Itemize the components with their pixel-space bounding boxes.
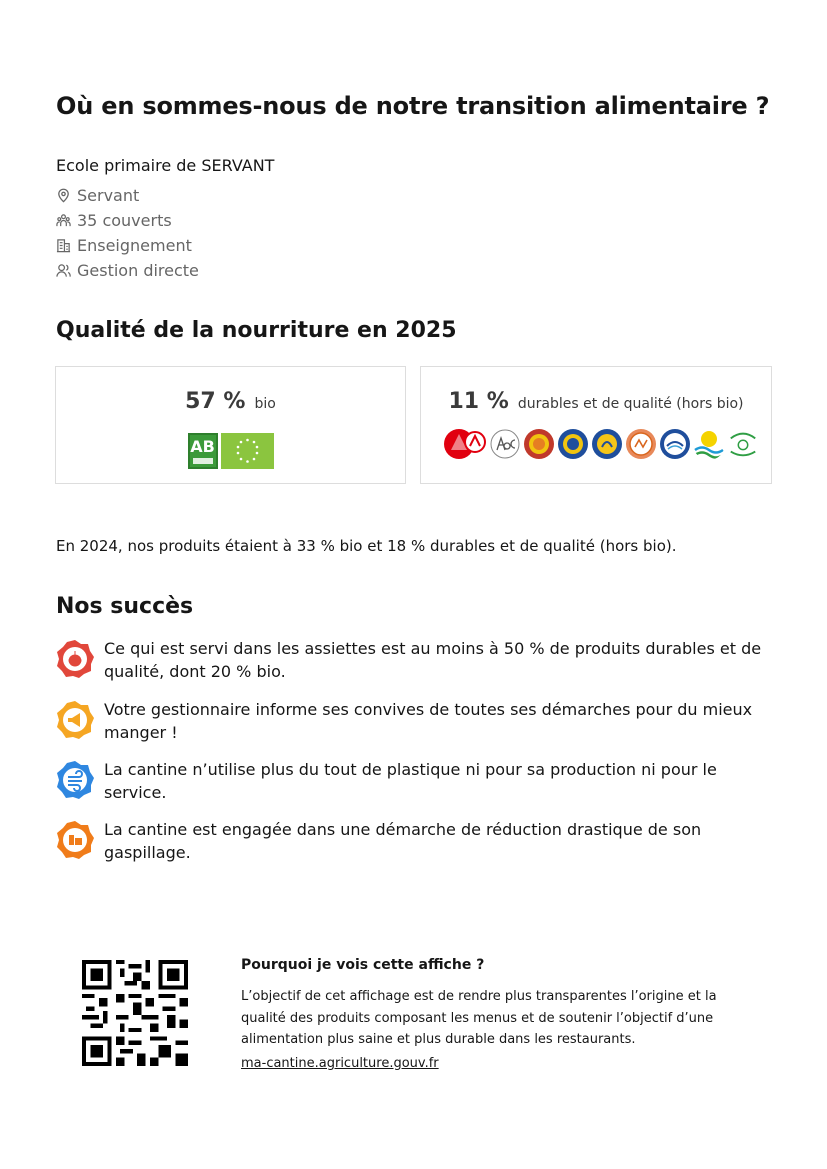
success-text: Ce qui est servi dans les assiettes est au moins à 50 % de produits durables et de qualité, dont 20 % bio. — [104, 639, 762, 681]
success-item — [55, 758, 775, 804]
meta-management — [56, 258, 199, 283]
users-icon — [56, 263, 71, 278]
canteen-name: Ecole primaire de SERVANT — [56, 156, 275, 175]
qr-code[interactable] — [82, 960, 188, 1066]
meta-covers-text: 35 couverts — [77, 211, 172, 230]
success-text: La cantine est engagée dans une démarche de réduction drastique de son gaspillage. — [104, 820, 702, 862]
ab-logo: AB — [188, 433, 218, 469]
success-item — [55, 637, 775, 683]
durable-card — [420, 366, 772, 484]
commerce-equitable-logo — [727, 428, 759, 460]
meta-location — [56, 183, 199, 208]
success-item — [55, 818, 775, 864]
bio-card — [55, 366, 406, 484]
stg-logo — [591, 428, 623, 460]
page-title: Où en sommes-nous de notre transition alimentaire ? — [56, 92, 770, 120]
megaphone-badge-icon — [55, 700, 95, 740]
bio-percent: 57 % — [185, 389, 246, 414]
durable-logos — [443, 428, 759, 460]
waste-badge-icon — [55, 820, 95, 860]
map-pin-icon — [56, 188, 71, 203]
history-text: En 2024, nos produits étaient à 33 % bio et 18 % durables et de qualité (hors bio). — [56, 537, 677, 555]
meta-location-text: Servant — [77, 186, 140, 205]
meta-management-text: Gestion directe — [77, 261, 199, 280]
eu-organic-logo — [221, 433, 274, 469]
durable-percent: 11 % — [448, 389, 509, 414]
rup-logo — [693, 428, 725, 460]
site-link[interactable]: ma-cantine.agriculture.gouv.fr — [241, 1056, 439, 1071]
peche-durable-logo — [659, 428, 691, 460]
aoc-logo — [489, 428, 521, 460]
meta-sector-text: Enseignement — [77, 236, 192, 255]
success-text: Votre gestionnaire informe ses convives de toutes ses démarches pour du mieux manger ! — [104, 700, 753, 742]
bio-card-header — [56, 389, 405, 414]
durable-card-header — [421, 389, 771, 414]
bio-label: bio — [254, 396, 276, 412]
why-title: Pourquoi je vois cette affiche ? — [241, 957, 485, 973]
success-item — [55, 698, 775, 744]
why-text: L’objectif de cet affichage est de rendre plus transparentes l’origine et la qualité des produits composant les menus et de soutenir l’objectif d’une alimentation plus saine et plus durable dans les restaurants. — [241, 989, 717, 1047]
quality-section-title: Qualité de la nourriture en 2025 — [56, 318, 457, 343]
meta-covers — [56, 208, 199, 233]
success-text: La cantine n’utilise plus du tout de plastique ni pour sa production ni pour le service. — [104, 760, 717, 802]
canteen-meta-list — [56, 183, 199, 283]
igp-logo — [557, 428, 589, 460]
label-rouge-logo — [443, 428, 487, 460]
successes-title: Nos succès — [56, 594, 194, 619]
bio-logos — [56, 433, 405, 469]
aop-logo — [523, 428, 555, 460]
meta-sector — [56, 233, 199, 258]
durable-label: durables et de qualité (hors bio) — [517, 396, 744, 412]
building-icon — [56, 238, 71, 253]
hve-logo — [625, 428, 657, 460]
people-icon — [56, 213, 71, 228]
apple-badge-icon — [55, 639, 95, 679]
no-plastic-badge-icon — [55, 760, 95, 800]
